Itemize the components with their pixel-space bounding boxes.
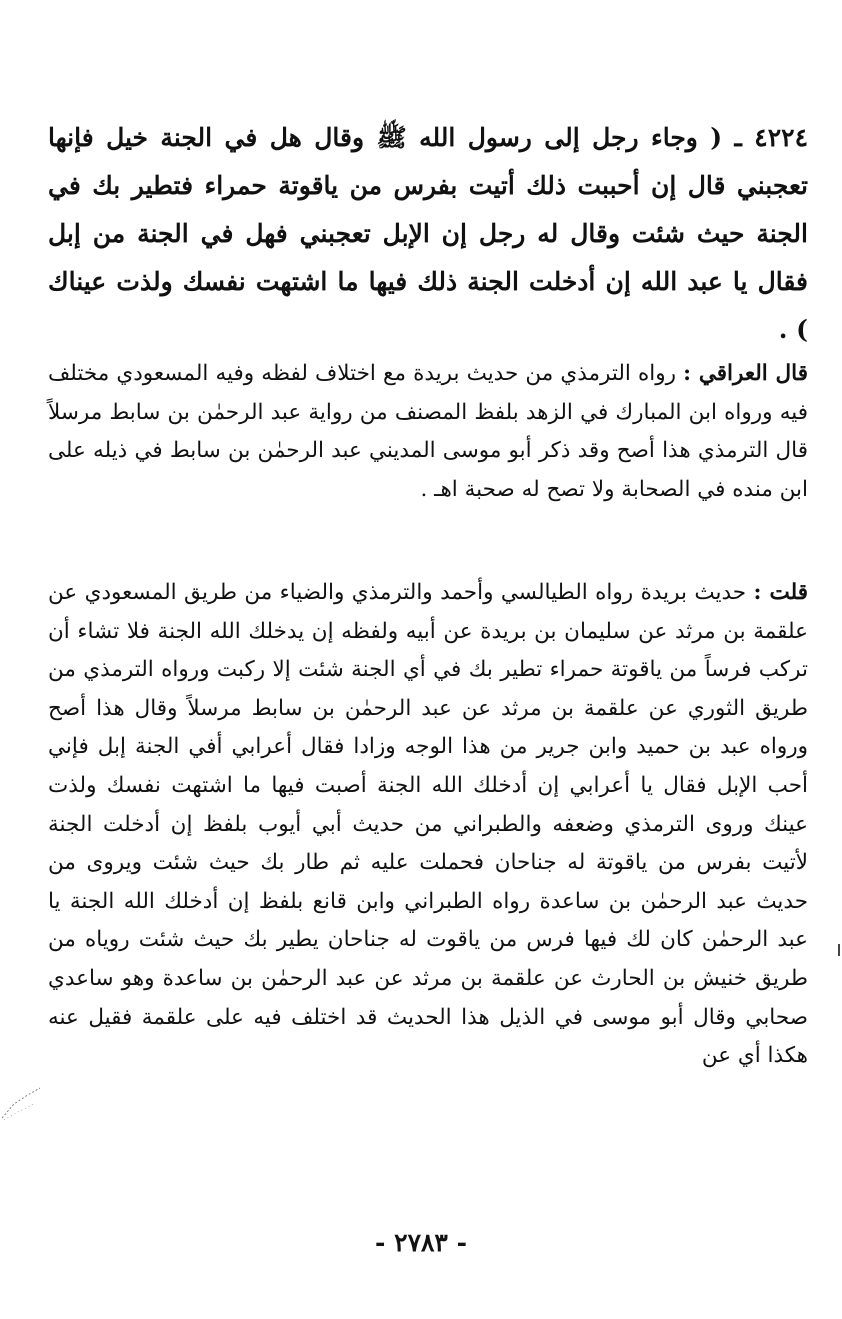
author-lead: قلت :	[753, 580, 808, 605]
author-commentary	[48, 574, 808, 1076]
iraqi-commentary	[48, 355, 808, 509]
page-number: - ٢٧٨٣ -	[375, 1228, 467, 1257]
scan-speck	[838, 944, 840, 956]
iraqi-text: رواه الترمذي من حديث بريدة مع اختلاف لفظه وفيه المسعودي مختلف فيه ورواه ابن المبارك في الزهد بلفظ المصنف من رواية عبد الرحمٰن بن سابط مرسلاً قال الترمذي هذا أصح وقد ذكر أبو موسى المديني عبد الرحمٰن بن سابط في ذيله على ابن منده في الصحابة ولا تصح له صحبة اهـ .	[48, 361, 808, 502]
hadith-text: ( وجاء رجل إلى رسول الله ﷺ وقال هل في الجنة خيل فإنها تعجبني قال إن أحببت ذلك أتيت بفرس من ياقوتة حمراء فتطير بك في الجنة حيث شئت وقال له رجل إن الإبل تعجبني فهل في الجنة من إبل فقال يا عبد الله إن أدخلت الجنة ذلك فيها ما اشتهت نفسك ولذت عيناك ) .	[48, 123, 808, 344]
hadith-paragraph	[48, 114, 808, 354]
scan-edge-mark	[0, 1082, 42, 1122]
hadith-number: ٤٢٢٤ ـ	[734, 123, 808, 152]
author-text: حديث بريدة رواه الطيالسي وأحمد والترمذي والضياء من طريق المسعودي عن علقمة بن مرثد عن سليمان بن بريدة عن أبيه ولفظه إن يدخلك الله الجنة فلا تشاء أن تركب فرساً من ياقوتة حمراء تطير بك في أي الجنة شئت إلا ركبت ورواه الترمذي من طريق الثوري عن علقمة بن مرثد عن عبد الرحمٰن بن سابط مرسلاً وقال هذا أصح ورواه عبد بن حميد وابن جرير من هذا الوجه وزادا فقال أعرابي أفي الجنة إبل فإني أحب الإبل فقال يا أعرابي إن أدخلك الله الجنة أصبت فيها ما اشتهت نفسك ولذت عينك وروى الترمذي وضعفه والطبراني من حديث أبي أيوب بلفظ إن أدخلت الجنة لأتيت بفرس من ياقوتة له جناحان فحملت عليه ثم طار بك حيث شئت ويروى من حديث عبد الرحمٰن بن ساعدة رواه الطبراني وابن قانع بلفظ إن أدخلك الله الجنة يا عبد الرحمٰن كان لك فيها فرس من ياقوت له جناحان يطير بك حيث شئت روياه من طريق خنيش بن الحارث عن علقمة بن مرثد عن عبد الرحمٰن بن ساعدة وهو ساعدي صحابي وقال أبو موسى في الذيل هذا الحديث قد اختلف فيه على علقمة فقيل عنه هكذا أي عن	[48, 580, 808, 1069]
iraqi-lead: قال العراقي :	[683, 361, 808, 386]
